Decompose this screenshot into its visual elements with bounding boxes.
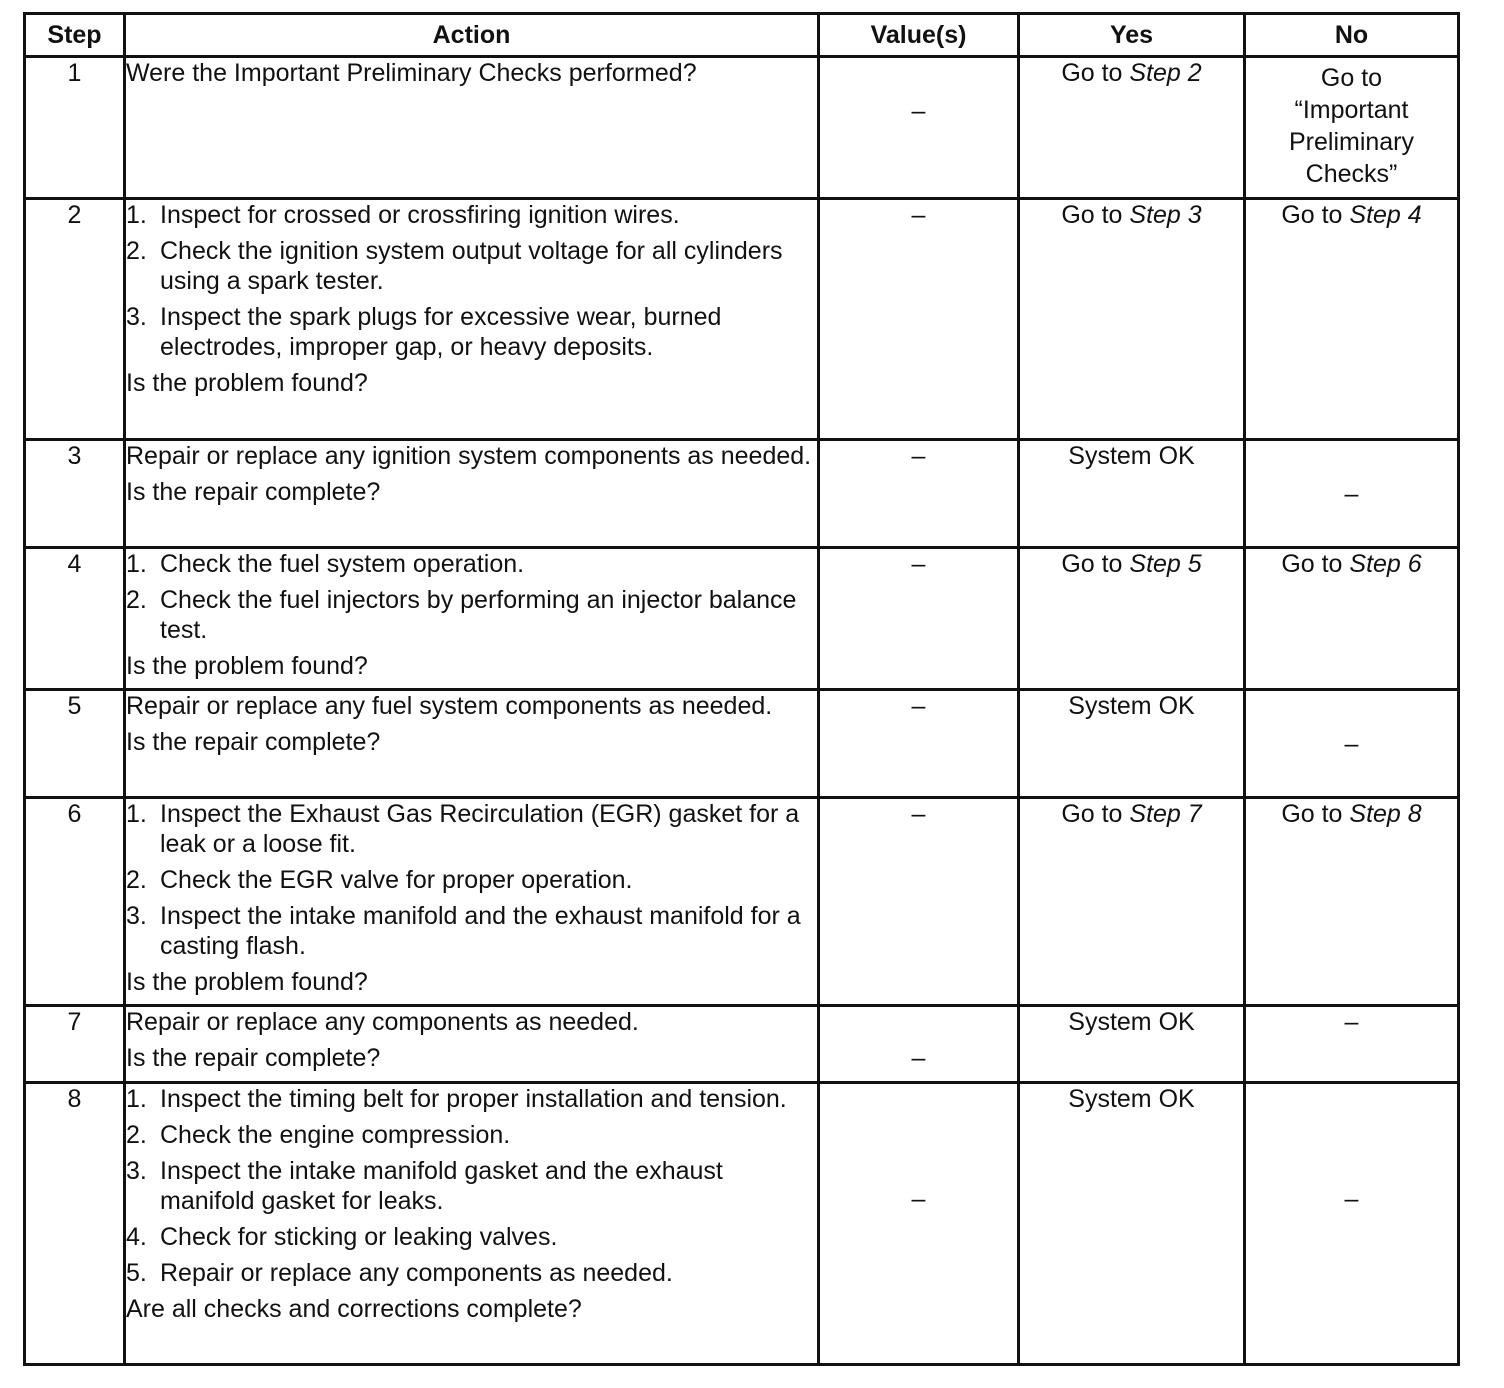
item-text: Check the fuel system operation.: [160, 550, 525, 578]
action-question: Is the repair complete?: [126, 478, 381, 506]
action-cell: [125, 440, 819, 548]
step-number: 3: [25, 440, 125, 548]
no-line: Checks”: [1305, 160, 1398, 188]
diagnostic-table: [23, 12, 1460, 1366]
table-row: [25, 690, 1459, 798]
header-row: [25, 14, 1459, 57]
action-question: Is the problem found?: [126, 369, 368, 397]
no-cell: –: [1245, 1083, 1459, 1365]
step-number: 8: [25, 1083, 125, 1365]
value-cell: –: [819, 798, 1019, 1006]
no-cell: –: [1245, 1006, 1459, 1083]
yes-text: Go to: [1061, 800, 1130, 828]
value-cell: –: [819, 1083, 1019, 1365]
action-question: Is the problem found?: [126, 968, 368, 996]
action-cell: [125, 798, 819, 1006]
table-row: [25, 199, 1459, 440]
value-cell: –: [819, 440, 1019, 548]
yes-cell: [1019, 57, 1245, 199]
header-values: Value(s): [819, 14, 1019, 57]
header-yes: Yes: [1019, 14, 1245, 57]
table-row: [25, 798, 1459, 1006]
action-item: [126, 799, 817, 859]
table-row: [25, 548, 1459, 690]
item-text: Inspect the timing belt for proper installation and tension.: [160, 1085, 787, 1113]
item-number: 1.: [126, 1085, 147, 1113]
action-item: [126, 549, 817, 579]
value-cell: –: [819, 690, 1019, 798]
action-list: [126, 200, 817, 362]
item-number: 1.: [126, 201, 147, 229]
value-cell: –: [819, 1006, 1019, 1083]
step-number: 7: [25, 1006, 125, 1083]
action-question: Were the Important Preliminary Checks performed?: [126, 59, 697, 87]
item-text: Repair or replace any components as needed.: [160, 1259, 673, 1287]
item-text: Check the EGR valve for proper operation.: [160, 866, 633, 894]
yes-cell: [1019, 1083, 1245, 1365]
action-item: [126, 901, 817, 961]
no-cell: [1245, 199, 1459, 440]
yes-text: Go to: [1061, 59, 1130, 87]
item-text: Check the fuel injectors by performing an injector balance test.: [160, 586, 797, 644]
item-text: Check the ignition system output voltage for all cylinders using a spark tester.: [160, 237, 783, 295]
item-number: 2.: [126, 586, 147, 614]
action-item: [126, 865, 817, 895]
table-row: [25, 440, 1459, 548]
no-line: Preliminary: [1288, 128, 1415, 156]
action-text: Repair or replace any fuel system components as needed.: [126, 692, 773, 720]
action-cell: [125, 199, 819, 440]
action-list: [126, 1084, 817, 1288]
action-cell: [125, 548, 819, 690]
step-number: 4: [25, 548, 125, 690]
table-row: [25, 1006, 1459, 1083]
item-number: 4.: [126, 1223, 147, 1251]
item-text: Inspect the intake manifold gasket and the exhaust manifold gasket for leaks.: [160, 1157, 723, 1215]
action-text: Repair or replace any components as needed.: [126, 1008, 639, 1036]
step-number: 2: [25, 199, 125, 440]
item-number: 3.: [126, 1157, 147, 1185]
action-item: [126, 1258, 817, 1288]
yes-cell: [1019, 199, 1245, 440]
action-item: [126, 585, 817, 645]
value-cell: –: [819, 57, 1019, 199]
header-step: Step: [25, 14, 125, 57]
header-action: Action: [125, 14, 819, 57]
yes-step-ref: Step 2: [1129, 59, 1202, 87]
yes-text: System OK: [1068, 1085, 1195, 1113]
yes-text: System OK: [1068, 442, 1195, 470]
no-cell: [1245, 57, 1459, 199]
no-text: Go to: [1281, 800, 1350, 828]
action-item: [126, 200, 817, 230]
item-number: 3.: [126, 303, 147, 331]
action-item: [126, 1156, 817, 1216]
item-text: Check the engine compression.: [160, 1121, 511, 1149]
value-cell: –: [819, 548, 1019, 690]
item-number: 2.: [126, 1121, 147, 1149]
no-cell: [1245, 798, 1459, 1006]
no-line: “Important: [1294, 96, 1409, 124]
action-list: [126, 799, 817, 961]
action-cell: [125, 1083, 819, 1365]
no-line: Go to: [1320, 64, 1383, 92]
item-number: 3.: [126, 902, 147, 930]
no-text: Go to: [1281, 550, 1350, 578]
action-question: Is the repair complete?: [126, 728, 381, 756]
action-item: [126, 236, 817, 296]
item-number: 2.: [126, 237, 147, 265]
yes-text: Go to: [1061, 201, 1130, 229]
item-text: Inspect for crossed or crossfiring ignition wires.: [160, 201, 680, 229]
value-cell: –: [819, 199, 1019, 440]
no-step-ref: Step 8: [1349, 800, 1422, 828]
action-question: Are all checks and corrections complete?: [126, 1295, 582, 1323]
action-item: [126, 1084, 817, 1114]
no-text: Go to: [1281, 201, 1350, 229]
item-number: 1.: [126, 800, 147, 828]
action-item: [126, 302, 817, 362]
no-step-ref: Step 6: [1349, 550, 1422, 578]
item-number: 5.: [126, 1259, 147, 1287]
no-cell: –: [1245, 440, 1459, 548]
item-text: Inspect the spark plugs for excessive wear, burned electrodes, improper gap, or heavy deposits.: [160, 303, 722, 361]
step-number: 6: [25, 798, 125, 1006]
yes-step-ref: Step 3: [1129, 201, 1202, 229]
action-item: [126, 1120, 817, 1150]
action-question: Is the repair complete?: [126, 1044, 381, 1072]
action-item: [126, 1222, 817, 1252]
header-no: No: [1245, 14, 1459, 57]
yes-cell: [1019, 548, 1245, 690]
yes-step-ref: Step 5: [1129, 550, 1202, 578]
step-number: 1: [25, 57, 125, 199]
yes-text: System OK: [1068, 692, 1195, 720]
action-cell: [125, 690, 819, 798]
table-row: [25, 1083, 1459, 1365]
no-step-ref: Step 4: [1349, 201, 1422, 229]
yes-cell: [1019, 440, 1245, 548]
action-text: Repair or replace any ignition system components as needed.: [126, 442, 812, 470]
item-number: 1.: [126, 550, 147, 578]
action-question: Is the problem found?: [126, 652, 368, 680]
item-number: 2.: [126, 866, 147, 894]
yes-step-ref: Step 7: [1129, 800, 1202, 828]
yes-text: System OK: [1068, 1008, 1195, 1036]
action-cell: [125, 57, 819, 199]
step-number: 5: [25, 690, 125, 798]
yes-cell: [1019, 798, 1245, 1006]
item-text: Inspect the intake manifold and the exhaust manifold for a casting flash.: [160, 902, 801, 960]
yes-cell: [1019, 690, 1245, 798]
no-cell: –: [1245, 690, 1459, 798]
item-text: Check for sticking or leaking valves.: [160, 1223, 558, 1251]
yes-text: Go to: [1061, 550, 1130, 578]
action-cell: [125, 1006, 819, 1083]
item-text: Inspect the Exhaust Gas Recirculation (EGR) gasket for a leak or a loose fit.: [160, 800, 800, 858]
yes-cell: [1019, 1006, 1245, 1083]
no-cell: [1245, 548, 1459, 690]
action-list: [126, 549, 817, 645]
table-row: [25, 57, 1459, 199]
